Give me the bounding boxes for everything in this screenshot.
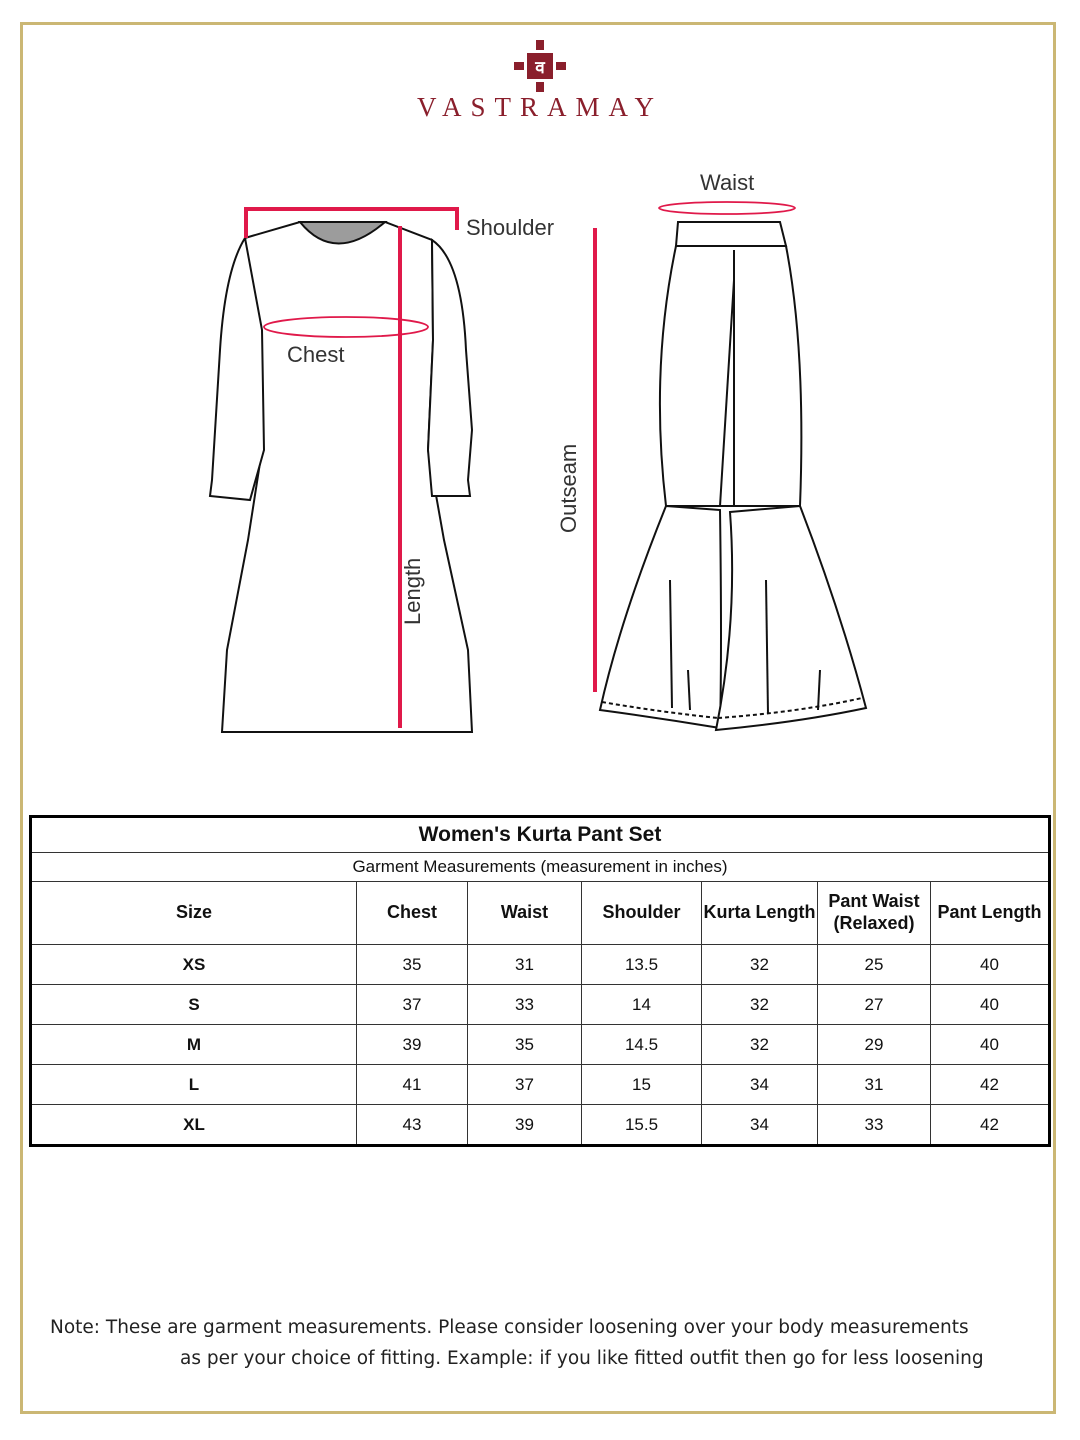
- pant-waist-cell: 33: [818, 1105, 931, 1146]
- pant-length-cell: 40: [931, 1025, 1050, 1065]
- table-row: [31, 1065, 1050, 1105]
- chest-cell: 41: [357, 1065, 468, 1105]
- brand-logo: [514, 40, 566, 97]
- chest-cell: 43: [357, 1105, 468, 1146]
- shoulder-cell: 13.5: [582, 945, 702, 985]
- size-cell: L: [31, 1065, 357, 1105]
- header-waist: Waist: [468, 882, 582, 945]
- kurta-illustration: [210, 222, 472, 732]
- chest-label: Chest: [287, 342, 345, 367]
- waist-cell: 37: [468, 1065, 582, 1105]
- header-shoulder: Shoulder: [582, 882, 702, 945]
- header-pant-waist: Pant Waist (Relaxed): [818, 882, 931, 945]
- shoulder-label: Shoulder: [466, 215, 555, 240]
- logo-glyph: व: [535, 58, 545, 78]
- brand-name: VASTRAMAY: [416, 92, 664, 122]
- table-row: [31, 1105, 1050, 1146]
- outseam-label: Outseam: [556, 443, 581, 533]
- chest-cell: 39: [357, 1025, 468, 1065]
- waist-cell: 31: [468, 945, 582, 985]
- shoulder-cell: 14.5: [582, 1025, 702, 1065]
- fit-note: [50, 1312, 1020, 1374]
- waist-cell: 35: [468, 1025, 582, 1065]
- note-line-1: Note: These are garment measurements. Please consider loosening over your body measurements: [50, 1317, 969, 1338]
- kurta-length-cell: 32: [702, 945, 818, 985]
- size-cell: XS: [31, 945, 357, 985]
- waist-cell: 39: [468, 1105, 582, 1146]
- shoulder-cell: 15: [582, 1065, 702, 1105]
- kurta-length-cell: 34: [702, 1105, 818, 1146]
- chest-cell: 37: [357, 985, 468, 1025]
- header-pant-length: Pant Length: [931, 882, 1050, 945]
- table-row: [31, 945, 1050, 985]
- kurta-length-cell: 32: [702, 1025, 818, 1065]
- waist-cell: 33: [468, 985, 582, 1025]
- header-kurta-length: Kurta Length: [702, 882, 818, 945]
- pant-waist-cell: 25: [818, 945, 931, 985]
- shoulder-cell: 14: [582, 985, 702, 1025]
- header-chest: Chest: [357, 882, 468, 945]
- size-cell: XL: [31, 1105, 357, 1146]
- table-title: Women's Kurta Pant Set: [31, 817, 1050, 853]
- table-header-row: [31, 882, 1050, 945]
- waist-label: Waist: [700, 170, 755, 195]
- length-label: Length: [400, 557, 425, 625]
- size-cell: M: [31, 1025, 357, 1065]
- chest-cell: 35: [357, 945, 468, 985]
- brand-logo-mark: [514, 40, 566, 92]
- pant-illustration: [600, 222, 866, 730]
- table-row: [31, 985, 1050, 1025]
- pant-waist-cell: 31: [818, 1065, 931, 1105]
- pant-waist-cell: 29: [818, 1025, 931, 1065]
- pant-length-cell: 42: [931, 1105, 1050, 1146]
- pant-length-cell: 40: [931, 945, 1050, 985]
- kurta-length-cell: 34: [702, 1065, 818, 1105]
- pant-waist-cell: 27: [818, 985, 931, 1025]
- table-subtitle: Garment Measurements (measurement in inches): [31, 853, 1050, 882]
- waist-marker: [659, 202, 795, 214]
- pant-length-cell: 40: [931, 985, 1050, 1025]
- table-row: [31, 1025, 1050, 1065]
- note-line-2: as per your choice of fitting. Example: if you like fitted outfit then go for less loosening: [180, 1348, 984, 1369]
- size-cell: S: [31, 985, 357, 1025]
- header-size: Size: [31, 882, 357, 945]
- size-chart-table: [29, 815, 1051, 1147]
- measurement-diagram: [0, 150, 1080, 790]
- pant-length-cell: 42: [931, 1065, 1050, 1105]
- kurta-length-cell: 32: [702, 985, 818, 1025]
- shoulder-cell: 15.5: [582, 1105, 702, 1146]
